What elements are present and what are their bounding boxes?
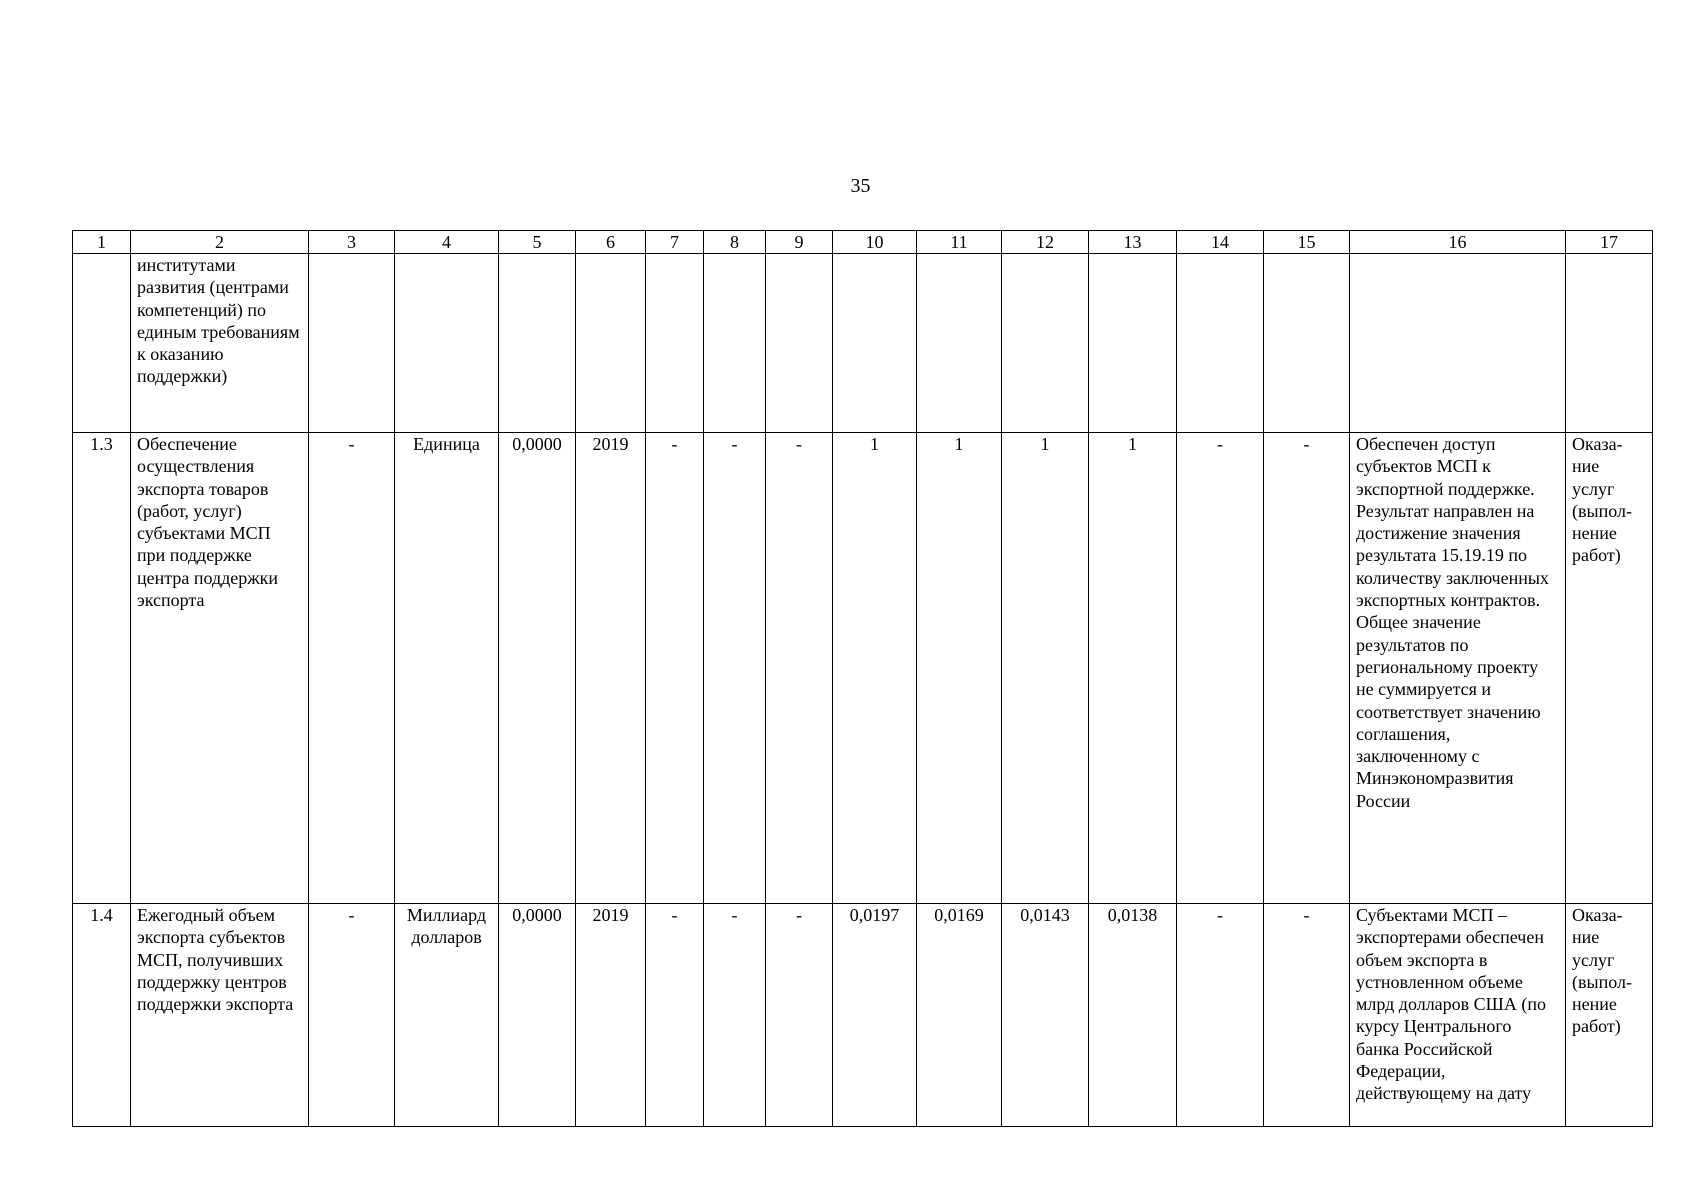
column-header: 15 [1264, 231, 1350, 254]
cell-value: 1 [917, 433, 1002, 904]
cell: - [1177, 904, 1264, 1127]
cell: - [646, 433, 704, 904]
column-header: 11 [917, 231, 1002, 254]
table-row-continuation [73, 254, 1653, 433]
cell-value: 0,0169 [917, 904, 1002, 1127]
cell-value: 1 [833, 433, 917, 904]
column-header: 7 [646, 231, 704, 254]
column-header: 6 [576, 231, 646, 254]
cell-type: Оказа-ние услуг (выпол-нение работ) [1566, 433, 1653, 904]
cell: - [704, 904, 766, 1127]
cell-unit [395, 254, 499, 433]
cell: - [766, 433, 833, 904]
table-row-1-4 [73, 904, 1653, 1127]
column-header: 14 [1177, 231, 1264, 254]
column-header: 1 [73, 231, 131, 254]
cell-number: 1.3 [73, 433, 131, 904]
results-table [72, 230, 1653, 1127]
cell-value [1089, 254, 1177, 433]
cell-base-year [576, 254, 646, 433]
cell-base-value [499, 254, 576, 433]
cell-description: Субъектами МСП – экспортерами обеспечен объем экспорта в устновленном объеме млрд долларов США (по курсу Центрального банка Российской Федерации, действующему на дату [1350, 904, 1566, 1127]
cell-result-name: Обеспечение осуществления экспорта товаров (работ, услуг) субъектами МСП при поддержке центра поддержки экспорта [131, 433, 309, 904]
column-header: 5 [499, 231, 576, 254]
cell [704, 254, 766, 433]
cell: - [309, 433, 395, 904]
column-header: 13 [1089, 231, 1177, 254]
cell-value: 0,0143 [1002, 904, 1089, 1127]
cell-type [1566, 254, 1653, 433]
cell-value: 0,0197 [833, 904, 917, 1127]
column-header: 9 [766, 231, 833, 254]
cell-unit: Единица [395, 433, 499, 904]
column-header: 16 [1350, 231, 1566, 254]
cell: - [1264, 433, 1350, 904]
cell-base-value: 0,0000 [499, 904, 576, 1127]
cell [1264, 254, 1350, 433]
cell-value: 0,0138 [1089, 904, 1177, 1127]
cell: - [309, 904, 395, 1127]
cell [766, 254, 833, 433]
cell [1177, 254, 1264, 433]
column-header: 8 [704, 231, 766, 254]
cell [309, 254, 395, 433]
cell-value [917, 254, 1002, 433]
cell-base-year: 2019 [576, 904, 646, 1127]
cell [646, 254, 704, 433]
cell-value [833, 254, 917, 433]
cell-number: 1.4 [73, 904, 131, 1127]
cell-number [73, 254, 131, 433]
cell: - [646, 904, 704, 1127]
cell-description [1350, 254, 1566, 433]
cell-base-year: 2019 [576, 433, 646, 904]
cell-value [1002, 254, 1089, 433]
column-header: 17 [1566, 231, 1653, 254]
column-header: 10 [833, 231, 917, 254]
cell: - [1177, 433, 1264, 904]
page-number: 35 [850, 175, 871, 197]
cell-type: Оказа-ние услуг (выпол-нение работ) [1566, 904, 1653, 1127]
cell-base-value: 0,0000 [499, 433, 576, 904]
column-header: 4 [395, 231, 499, 254]
cell-value: 1 [1002, 433, 1089, 904]
cell-result-name: Ежегодный объем экспорта субъектов МСП, получивших поддержку центров поддержки экспорта [131, 904, 309, 1127]
column-number-row [73, 231, 1653, 254]
cell-value: 1 [1089, 433, 1177, 904]
cell-description: Обеспечен доступ субъектов МСП к экспортной поддержке. Результат направлен на достижение значения результата 15.19.19 по количеству заключенных экспортных контрактов. Общее значение результатов по региональному проекту не суммируется и соответствует значению соглашения, заключенному с Минэкономразвития России [1350, 433, 1566, 904]
table-row-1-3 [73, 433, 1653, 904]
cell: - [1264, 904, 1350, 1127]
column-header: 2 [131, 231, 309, 254]
column-header: 12 [1002, 231, 1089, 254]
cell: - [766, 904, 833, 1127]
column-header: 3 [309, 231, 395, 254]
cell-unit: Миллиард долларов [395, 904, 499, 1127]
cell: - [704, 433, 766, 904]
cell-result-name: институтами развития (центрами компетенций) по единым требованиям к оказанию поддержки) [131, 254, 309, 433]
